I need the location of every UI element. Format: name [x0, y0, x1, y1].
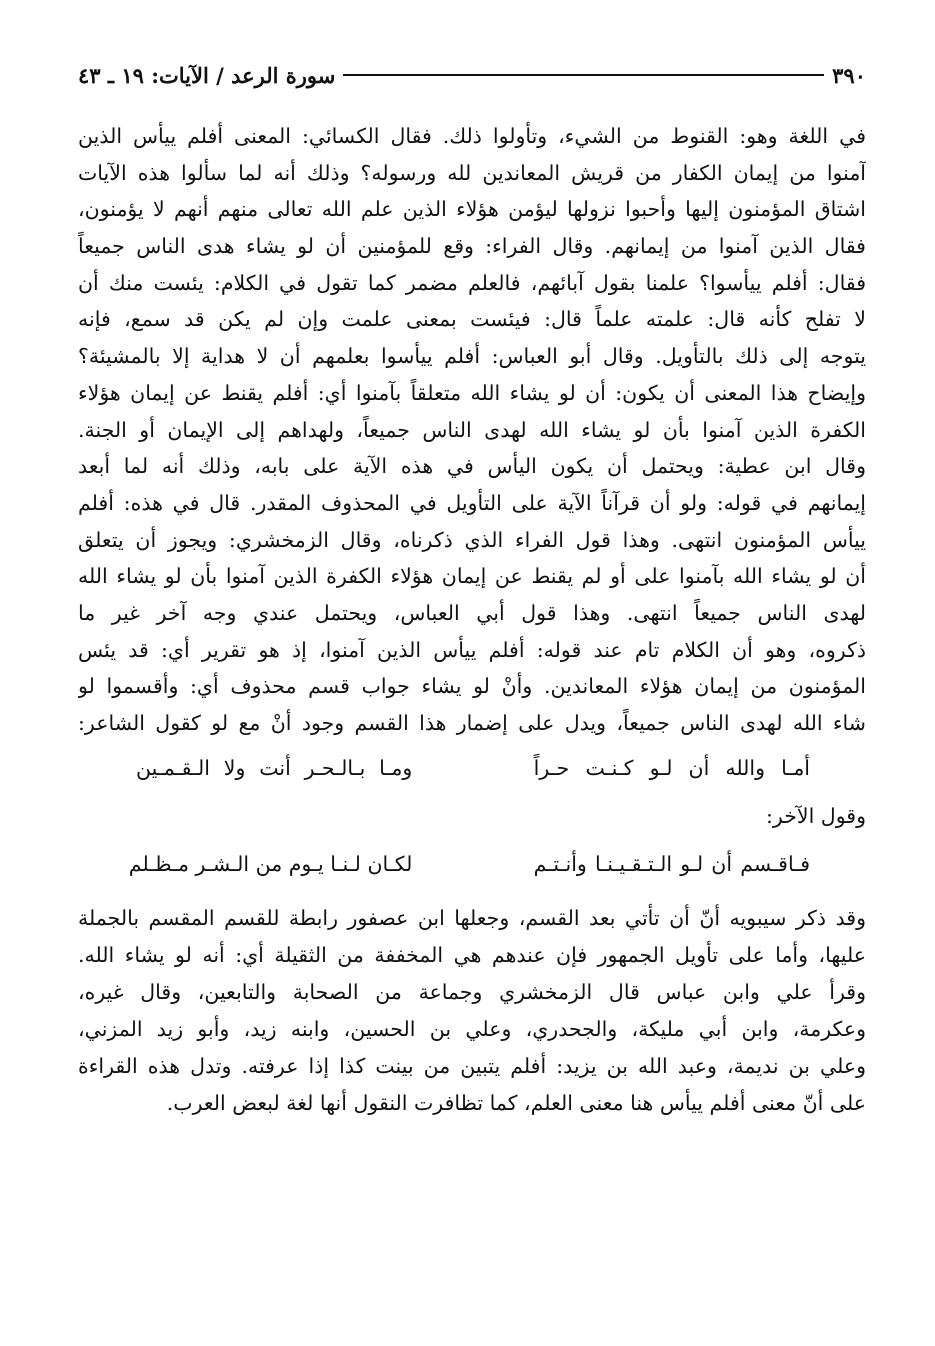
text-line: وإيضاح هذا المعنى أن يكون: أن لو يشاء الله متعلقاً بآمنوا أي: أفلم يقنط عن إيمان هؤلاء: [78, 380, 866, 405]
verse-second-half: لكـان لـنـا يـوم من الـشـر مـظـلم: [128, 851, 413, 876]
text-line: فقال: أفلم ييأسوا؟ علمنا بقول آبائهم، فالعلم مضمر كما تقول في الكلام: يئست منك أن: [78, 270, 866, 295]
text-line: إيمانهم في قوله: ولو أن قرآناً الآية على التأويل في المحذوف المقدر. قال في هذه: أفلم: [78, 490, 866, 515]
spacer: [78, 890, 866, 900]
text-line: المؤمنون من إيمان هؤلاء المعاندين. وأنْ لو يشاء جواب قسم محذوف أي: وأقسموا لو: [78, 674, 866, 699]
text-line: وقال ابن عطية: ويحتمل أن يكون اليأس في هذه الآية على بابه، وذلك أنه لما أبعد: [78, 454, 866, 479]
text-line: عليها، وأما على تأويل الجمهور فإن عندهم هي المخففة من الثقيلة أي: أنه لو يشاء الله.: [78, 942, 866, 967]
text-line: آمنوا من إيمان الكفار من قريش المعاندين لله ورسوله؟ وذلك أنه لما سألوا هذه الآيات: [78, 160, 866, 185]
text-line: ذكروه، وهو أن الكلام تام عند قوله: أفلم ييأس الذين آمنوا، إذ هو تقرير أي: قد يئس: [78, 637, 866, 662]
book-page: [78, 58, 866, 1122]
text-line: شاء الله لهدى الناس جميعاً، ويدل على إضمار هذا القسم وجود أنْ مع لو كقول الشاعر:: [78, 711, 866, 735]
poem-verse-2: [78, 838, 866, 890]
paragraph-1: [78, 118, 866, 742]
text-line: وقد ذكر سيبويه أنّ أن تأتي بعد القسم، وجعلها ابن عصفور رابطة للقسم المقسم بالجملة: [78, 905, 866, 930]
text-line: لهدى الناس جميعاً انتهى. وهذا قول أبي العباس، ويحتمل عندي وجه آخر غير ما: [78, 600, 866, 625]
text-line: وعلي بن نديمة، وعبد الله بن يزيد: أفلم يتبين من بينت كذا إذا عرفته. وتدل هذه القراءة: [78, 1053, 866, 1078]
verse-first-half: فـاقـسم أن لـو الـتـقـيـنـا وأنـتـم: [533, 851, 810, 876]
running-header: [78, 58, 866, 92]
verse-first-half: أمـا والله أن لـو كـنـت حـراً: [533, 755, 810, 780]
verse-second-half: ومـا بـالـحـر أنت ولا الـقـمـين: [136, 755, 413, 780]
text-line: في اللغة وهو: القنوط من الشيء، وتأولوا ذلك. فقال الكسائي: المعنى أفلم ييأس الذين: [78, 124, 866, 148]
text-line: أن لو يشاء الله بآمنوا على أو لم يقنط عن إيمان هؤلاء الكفرة الذين آمنوا بأن لو يشاء الله: [78, 564, 866, 589]
chapter-title: سورة الرعد / الآيات: ١٩ ـ ٤٣: [78, 62, 336, 88]
text-line: لا تفلح كأنه قال: علمته علماً قال: فيئست بمعنى علمت وإن لم يكن قد سمع، فإنه: [78, 307, 866, 332]
text-line: الكفرة الذين آمنوا بأن لو يشاء الله لهدى الناس جميعاً، ولهداهم إلى الإيمان أو الجنة.: [78, 417, 866, 442]
text-line: على أنّ معنى أفلم ييأس هنا معنى العلم، كما تظافرت النقول أنها لغة لبعض العرب.: [166, 1090, 866, 1115]
paragraph-2: [78, 900, 866, 1122]
poem-verse-1: [78, 742, 866, 794]
text-line: ييأس المؤمنون انتهى. وهذا قول الفراء الذي ذكرناه، وقال الزمخشري: ويجوز أن يتعلق: [78, 527, 866, 552]
text-line: يتوجه إلى ذلك بالتأويل. وقال أبو العباس: أفلم ييأسوا بعلمهم أن لا هداية إلا بالمشيئة؟: [78, 344, 866, 369]
text-line: وعكرمة، وابن أبي مليكة، والجحدري، وعلي بن الحسين، وابنه زيد، وأبو زيد المزني،: [78, 1016, 866, 1041]
header-rule: [343, 74, 824, 76]
text-line: فقال الذين آمنوا من إيمانهم. وقال الفراء: وقع للمؤمنين أن لو يشاء هدى الناس جميعاً: [78, 234, 866, 259]
text-line: اشتاق المؤمنون إليها وأحبوا نزولها ليؤمن هؤلاء الذين علم الله تعالى منهم أنهم لا يؤمنون،: [78, 197, 866, 222]
verse-intro: وقول الآخر:: [766, 803, 866, 828]
page-number: ٣٩٠: [832, 62, 866, 88]
text-line: وقرأ علي وابن عباس قال الزمخشري وجماعة من الصحابة والتابعين، وقال غيره،: [78, 979, 866, 1004]
